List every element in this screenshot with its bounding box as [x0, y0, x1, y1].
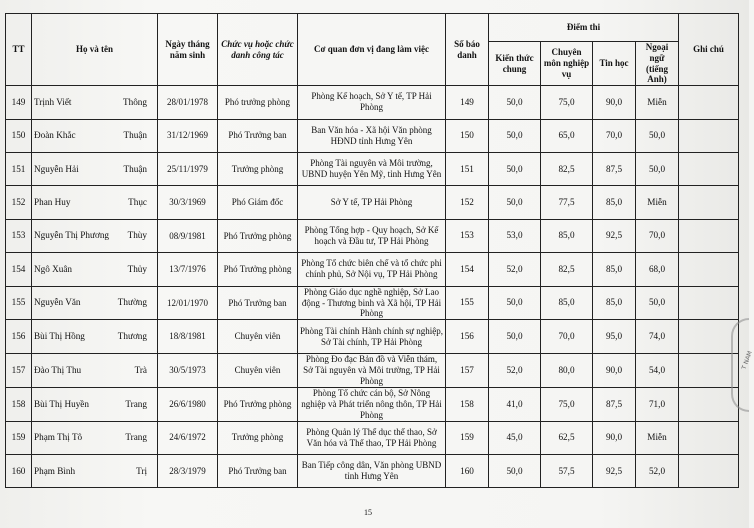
cell-sbd: 154: [446, 253, 489, 286]
cell-ngay-sinh: 30/5/1973: [158, 353, 218, 387]
cell-co-quan: Phòng Tổ chức cán bộ, Sở Nông nghiệp và Phát triển nông thôn, TP Hải Phòng: [298, 387, 446, 421]
cell-tt: 157: [6, 353, 32, 387]
cell-tt: 160: [6, 455, 32, 488]
cell-tt: 155: [6, 286, 32, 320]
cell-ten: Trang: [125, 432, 147, 443]
cell-ghi-chu: [679, 119, 739, 152]
cell-ngoai-ngu: 50,0: [636, 119, 679, 152]
cell-chuyen-mon: 82,5: [541, 253, 593, 286]
cell-co-quan: Ban Văn hóa - Xã hội Văn phòng HĐND tỉnh Hưng Yên: [298, 119, 446, 152]
cell-ten: Trà: [134, 364, 147, 375]
cell-kien-thuc: 50,0: [489, 286, 541, 320]
cell-ghi-chu: [679, 387, 739, 421]
cell-ghi-chu: [679, 253, 739, 286]
cell-ngoai-ngu: 68,0: [636, 253, 679, 286]
cell-chuyen-mon: 75,0: [541, 387, 593, 421]
results-table: [5, 13, 739, 488]
cell-chuc-vu: Phó Trưởng ban: [218, 286, 298, 320]
cell-ho: Bùi Thị Huyền: [34, 398, 89, 409]
cell-chuyen-mon: 65,0: [541, 119, 593, 152]
cell-sbd: 149: [446, 86, 489, 119]
table-body: [6, 86, 739, 488]
cell-tt: 152: [6, 186, 32, 219]
cell-ngoai-ngu: Miễn: [636, 186, 679, 219]
cell-ngoai-ngu: 70,0: [636, 219, 679, 252]
cell-ho: Đào Thị Thu: [34, 364, 82, 375]
table-row: [6, 353, 739, 387]
cell-tin-hoc: 90,0: [593, 421, 636, 454]
cell-chuyen-mon: 85,0: [541, 286, 593, 320]
cell-sbd: 160: [446, 455, 489, 488]
table-row: [6, 219, 739, 252]
table-row: [6, 286, 739, 320]
cell-tin-hoc: 85,0: [593, 186, 636, 219]
cell-kien-thuc: 53,0: [489, 219, 541, 252]
cell-tin-hoc: 90,0: [593, 353, 636, 387]
cell-ten: Thuận: [123, 130, 147, 141]
cell-ho: Ngô Xuân: [34, 263, 73, 274]
cell-chuyen-mon: 82,5: [541, 152, 593, 185]
header-ngoai-ngu: Ngoại ngữ (tiếng Anh): [636, 42, 679, 86]
table-row: [6, 253, 739, 286]
table-row: [6, 455, 739, 488]
header-ho-va-ten: Họ và tên: [32, 14, 158, 86]
cell-kien-thuc: 50,0: [489, 86, 541, 119]
cell-co-quan: Phòng Tổng hợp - Quy hoạch, Sở Kế hoạch và Đầu tư, TP Hải Phòng: [298, 219, 446, 252]
cell-ngay-sinh: 24/6/1972: [158, 421, 218, 454]
cell-ten: Thông: [123, 96, 147, 107]
cell-ngay-sinh: 31/12/1969: [158, 119, 218, 152]
cell-ngay-sinh: 28/3/1979: [158, 455, 218, 488]
cell-ngay-sinh: 28/01/1978: [158, 86, 218, 119]
cell-ten: Thương: [117, 331, 147, 342]
cell-kien-thuc: 50,0: [489, 455, 541, 488]
cell-co-quan: Phòng Tài chính Hành chính sự nghiệp, Sở Tài chính, TP Hải Phòng: [298, 320, 446, 353]
header-tt: TT: [6, 14, 32, 86]
table-row: [6, 387, 739, 421]
cell-sbd: 157: [446, 353, 489, 387]
cell-chuc-vu: Chuyên viên: [218, 353, 298, 387]
cell-ngay-sinh: 13/7/1976: [158, 253, 218, 286]
header-kien-thuc: Kiến thức chung: [489, 42, 541, 86]
cell-ngoai-ngu: Miễn: [636, 421, 679, 454]
cell-sbd: 153: [446, 219, 489, 252]
cell-tt: 156: [6, 320, 32, 353]
cell-tt: 153: [6, 219, 32, 252]
cell-ten: Thục: [128, 197, 147, 208]
cell-kien-thuc: 50,0: [489, 119, 541, 152]
cell-name: [32, 86, 158, 119]
cell-name: [32, 152, 158, 185]
cell-ngay-sinh: 25/11/1979: [158, 152, 218, 185]
header-so-bao-danh: Số báo danh: [446, 14, 489, 86]
stamp-lettering: T NAM: [740, 350, 754, 371]
cell-name: [32, 119, 158, 152]
cell-sbd: 158: [446, 387, 489, 421]
cell-ten: Thường: [117, 297, 147, 308]
cell-tt: 158: [6, 387, 32, 421]
cell-name: [32, 421, 158, 454]
cell-ho: Bùi Thị Hồng: [34, 331, 85, 342]
cell-tt: 154: [6, 253, 32, 286]
cell-chuc-vu: Phó Trưởng ban: [218, 455, 298, 488]
cell-tin-hoc: 85,0: [593, 286, 636, 320]
page-number: 15: [364, 508, 372, 517]
cell-kien-thuc: 52,0: [489, 353, 541, 387]
cell-tt: 150: [6, 119, 32, 152]
cell-ho: Đoàn Khắc: [34, 130, 76, 141]
cell-chuc-vu: Trưởng phòng: [218, 152, 298, 185]
table-row: [6, 320, 739, 353]
cell-ghi-chu: [679, 286, 739, 320]
table-row: [6, 119, 739, 152]
cell-ho: Nguyễn Thị Phương: [34, 230, 110, 241]
table-row: [6, 152, 739, 185]
cell-ghi-chu: [679, 86, 739, 119]
cell-tin-hoc: 87,5: [593, 152, 636, 185]
cell-ten: Thuận: [123, 163, 147, 174]
header-tin-hoc: Tin học: [593, 42, 636, 86]
cell-ho: Nguyễn Văn: [34, 297, 81, 308]
cell-chuc-vu: Trưởng phòng: [218, 421, 298, 454]
cell-name: [32, 186, 158, 219]
cell-ghi-chu: [679, 186, 739, 219]
cell-ngoai-ngu: 54,0: [636, 353, 679, 387]
cell-tin-hoc: 70,0: [593, 119, 636, 152]
cell-kien-thuc: 50,0: [489, 320, 541, 353]
cell-chuyen-mon: 70,0: [541, 320, 593, 353]
cell-tin-hoc: 85,0: [593, 253, 636, 286]
cell-ho: Phan Huy: [34, 197, 71, 208]
cell-ho: Phạm Thị Tô: [34, 432, 83, 443]
cell-name: [32, 286, 158, 320]
cell-ngoai-ngu: 52,0: [636, 455, 679, 488]
table-row: [6, 421, 739, 454]
cell-kien-thuc: 41,0: [489, 387, 541, 421]
cell-ngay-sinh: 18/8/1981: [158, 320, 218, 353]
cell-chuc-vu: Phó trưởng phòng: [218, 86, 298, 119]
cell-chuc-vu: Phó Giám đốc: [218, 186, 298, 219]
cell-name: [32, 253, 158, 286]
cell-ghi-chu: [679, 353, 739, 387]
cell-name: [32, 455, 158, 488]
cell-chuyen-mon: 62,5: [541, 421, 593, 454]
cell-kien-thuc: 52,0: [489, 253, 541, 286]
cell-chuc-vu: Phó Trưởng phòng: [218, 253, 298, 286]
cell-ghi-chu: [679, 455, 739, 488]
cell-kien-thuc: 45,0: [489, 421, 541, 454]
cell-tt: 149: [6, 86, 32, 119]
cell-ho: Phạm Bình: [34, 465, 76, 476]
cell-sbd: 150: [446, 119, 489, 152]
cell-co-quan: Sở Y tế, TP Hải Phòng: [298, 186, 446, 219]
cell-ten: Trị: [136, 465, 147, 476]
cell-ngay-sinh: 12/01/1970: [158, 286, 218, 320]
cell-ten: Thùy: [127, 230, 147, 241]
cell-ngoai-ngu: 74,0: [636, 320, 679, 353]
header-ghi-chu: Ghi chú: [679, 14, 739, 86]
cell-chuc-vu: Phó Trưởng phòng: [218, 387, 298, 421]
cell-ten: Thủy: [127, 263, 147, 274]
cell-sbd: 159: [446, 421, 489, 454]
cell-tt: 151: [6, 152, 32, 185]
cell-name: [32, 219, 158, 252]
cell-co-quan: Ban Tiếp công dân, Văn phòng UBND tỉnh Hưng Yên: [298, 455, 446, 488]
header-chuyen-mon: Chuyên môn nghiệp vụ: [541, 42, 593, 86]
cell-chuc-vu: Chuyên viên: [218, 320, 298, 353]
cell-tin-hoc: 92,5: [593, 455, 636, 488]
cell-kien-thuc: 50,0: [489, 186, 541, 219]
table-row: [6, 86, 739, 119]
cell-tin-hoc: 87,5: [593, 387, 636, 421]
cell-kien-thuc: 50,0: [489, 152, 541, 185]
cell-chuyen-mon: 75,0: [541, 86, 593, 119]
cell-ngay-sinh: 08/9/1981: [158, 219, 218, 252]
cell-ho: Trịnh Viết: [34, 96, 72, 107]
cell-chuyen-mon: 85,0: [541, 219, 593, 252]
cell-ghi-chu: [679, 421, 739, 454]
cell-chuyen-mon: 77,5: [541, 186, 593, 219]
table-row: [6, 186, 739, 219]
cell-ghi-chu: [679, 219, 739, 252]
cell-ghi-chu: [679, 152, 739, 185]
cell-chuyen-mon: 80,0: [541, 353, 593, 387]
header-chuc-vu: Chức vụ hoặc chức danh công tác: [218, 14, 298, 86]
cell-ho: Nguyễn Hải: [34, 163, 79, 174]
cell-ngoai-ngu: 50,0: [636, 152, 679, 185]
header-co-quan: Cơ quan đơn vị đang làm việc: [298, 14, 446, 86]
header-row-1: [6, 14, 739, 42]
cell-sbd: 156: [446, 320, 489, 353]
cell-ngoai-ngu: Miễn: [636, 86, 679, 119]
cell-sbd: 151: [446, 152, 489, 185]
cell-ghi-chu: [679, 320, 739, 353]
cell-co-quan: Phòng Kế hoạch, Sở Y tế, TP Hải Phòng: [298, 86, 446, 119]
cell-co-quan: Phòng Tài nguyên và Môi trường, UBND huyện Yên Mỹ, tỉnh Hưng Yên: [298, 152, 446, 185]
cell-co-quan: Phòng Đo đạc Bản đồ và Viễn thám, Sở Tài nguyên và Môi trường, TP Hải Phòng: [298, 353, 446, 387]
cell-ten: Trang: [125, 398, 147, 409]
cell-tt: 159: [6, 421, 32, 454]
cell-sbd: 152: [446, 186, 489, 219]
cell-chuyen-mon: 57,5: [541, 455, 593, 488]
header-diem-thi: Điểm thi: [489, 14, 679, 42]
cell-ngay-sinh: 30/3/1969: [158, 186, 218, 219]
cell-chuc-vu: Phó Trưởng ban: [218, 119, 298, 152]
cell-tin-hoc: 95,0: [593, 320, 636, 353]
cell-ngay-sinh: 26/6/1980: [158, 387, 218, 421]
cell-ngoai-ngu: 50,0: [636, 286, 679, 320]
cell-co-quan: Phòng Quản lý Thể dục thể thao, Sở Văn hóa và Thể thao, TP Hải Phòng: [298, 421, 446, 454]
cell-tin-hoc: 92,5: [593, 219, 636, 252]
cell-name: [32, 387, 158, 421]
cell-ngoai-ngu: 71,0: [636, 387, 679, 421]
cell-tin-hoc: 90,0: [593, 86, 636, 119]
cell-name: [32, 320, 158, 353]
cell-co-quan: Phòng Giáo dục nghề nghiệp, Sở Lao động - Thương binh và Xã hội, TP Hải Phòng: [298, 286, 446, 320]
cell-chuc-vu: Phó Trưởng phòng: [218, 219, 298, 252]
cell-sbd: 155: [446, 286, 489, 320]
header-ngay-sinh: Ngày tháng năm sinh: [158, 14, 218, 86]
cell-co-quan: Phòng Tổ chức biên chế và tổ chức phi chính phủ, Sở Nội vụ, TP Hải Phòng: [298, 253, 446, 286]
cell-name: [32, 353, 158, 387]
